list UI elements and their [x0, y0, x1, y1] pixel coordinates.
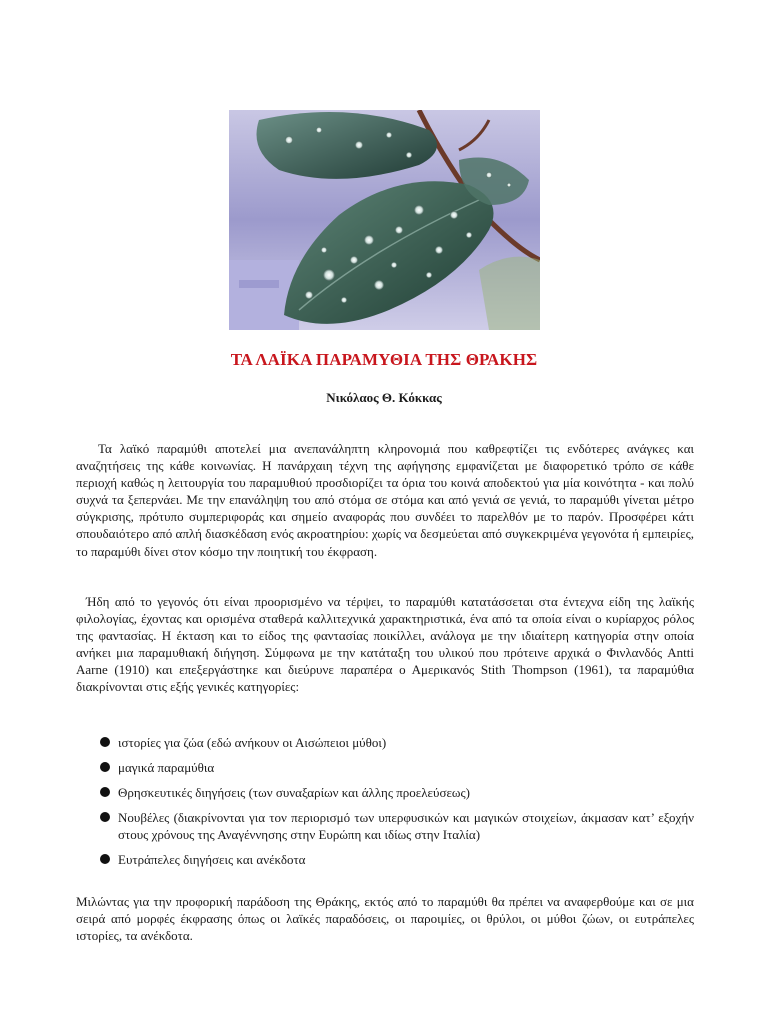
list-item-text: Νουβέλες (διακρίνονται για τον περιορισμό των υπερφυσικών και μαγικών στοιχείων, άκμασαν κατ’ εξοχήν στους χρόνους της Αναγέννησης στην Ευρώπη και ιδίως στην Ιταλία) [118, 810, 694, 843]
bullet-icon [100, 762, 110, 772]
paragraph-classification: Ήδη από το γεγονός ότι είναι προορισμένο να τέρψει, το παραμύθι κατατάσσεται στα έντεχνα είδη της λαϊκής φιλολογίας, έχοντας και ορισμένα σταθερά καλλιτεχνικά χαρακτηριστικά, ένα από τα οποία είναι ο κυρίαρχος ρόλος της φαντασίας. Η έκταση και το είδος της φαντασίας ποικίλλει, ανάλογα με την ιδιαίτερη κατηγορία στην οποία ανήκει μια παραμυθιακή διήγηση. Σύμφωνα με την κατάταξη του υλικού που πρότεινε αρχικά ο Φινλανδός Antti Aarne (1910) και επεξεργάστηκε και διεύρυνε παραπέρα ο Αμερικανός Stith Thompson (1961), τα παραμύθια διακρίνονται στις εξής γενικές κατηγορίες: [76, 594, 694, 695]
list-item [100, 784, 694, 801]
leaves-illustration [229, 110, 540, 330]
list-item [100, 759, 694, 776]
leaves-raindrops-photo [229, 110, 540, 330]
list-item-text: Ευτράπελες διηγήσεις και ανέκδοτα [118, 852, 306, 868]
list-item [100, 809, 694, 843]
paragraph-thrace: Μιλώντας για την προφορική παράδοση της Θράκης, εκτός από το παραμύθι θα πρέπει να αναφερθούμε και σε μια σειρά από μορφές έκφρασης όπως οι λαϊκές παραδόσεις, οι παροιμίες, οι θρύλοι, οι μύθοι ζώων, οι ευτράπελες ιστορίες, τα ανέκδοτα. [76, 894, 694, 944]
list-item-text: μαγικά παραμύθια [118, 760, 215, 776]
bullet-icon [100, 737, 110, 747]
bullet-icon [100, 812, 110, 822]
list-item [100, 851, 694, 868]
bullet-icon [100, 854, 110, 864]
list-item-text: ιστορίες για ζώα (εδώ ανήκουν οι Αισώπειοι μύθοι) [118, 735, 387, 750]
list-item [100, 734, 694, 751]
list-item-text: Θρησκευτικές διηγήσεις (των συναξαρίων και άλλης προελεύσεως) [118, 785, 470, 801]
bullet-icon [100, 787, 110, 797]
paragraph-intro: Τα λαϊκό παραμύθι αποτελεί μια ανεπανάληπτη κληρονομιά που καθρεφτίζει τις ενδότερες ανάγκες και αναζητήσεις της κάθε κοινωνίας. Η πανάρχαιη τέχνη της αφήγησης εμφανίζεται με διαφορετικό τρόπο σε κάθε περιοχή καθώς η λειτουργία του παραμυθιού προσδιορίζει τα όρια του κοινά αποδεκτού για μία κοινότητα - και πολύ συχνά τα ξεπερνάει. Με την επανάληψη του από στόμα σε στόμα και από γενιά σε γενιά, το παραμύθι γίνεται μέτρο σύγκρισης, πρότυπο συμπεριφοράς και σημείο αναφοράς που συνδέει το παρελθόν με το παρόν. Προσφέρει κάτι σπουδαιότερο από απλή διασκέδαση ενός ακροατηρίου: χωρίς να δεσμεύεται από συγκεκριμένα γεγονότα ή εμπειρίες, το παραμύθι δίνει στον κόσμο την ποιητική του έκφραση. [76, 441, 694, 559]
author-name: Νικόλαος Θ. Κόκκας [326, 390, 442, 405]
categories-list [100, 734, 694, 877]
document-title: ΤΑ ΛΑΪΚΑ ΠΑΡΑΜΥΘΙΑ ΤΗΣ ΘΡΑΚΗΣ [230, 350, 538, 369]
